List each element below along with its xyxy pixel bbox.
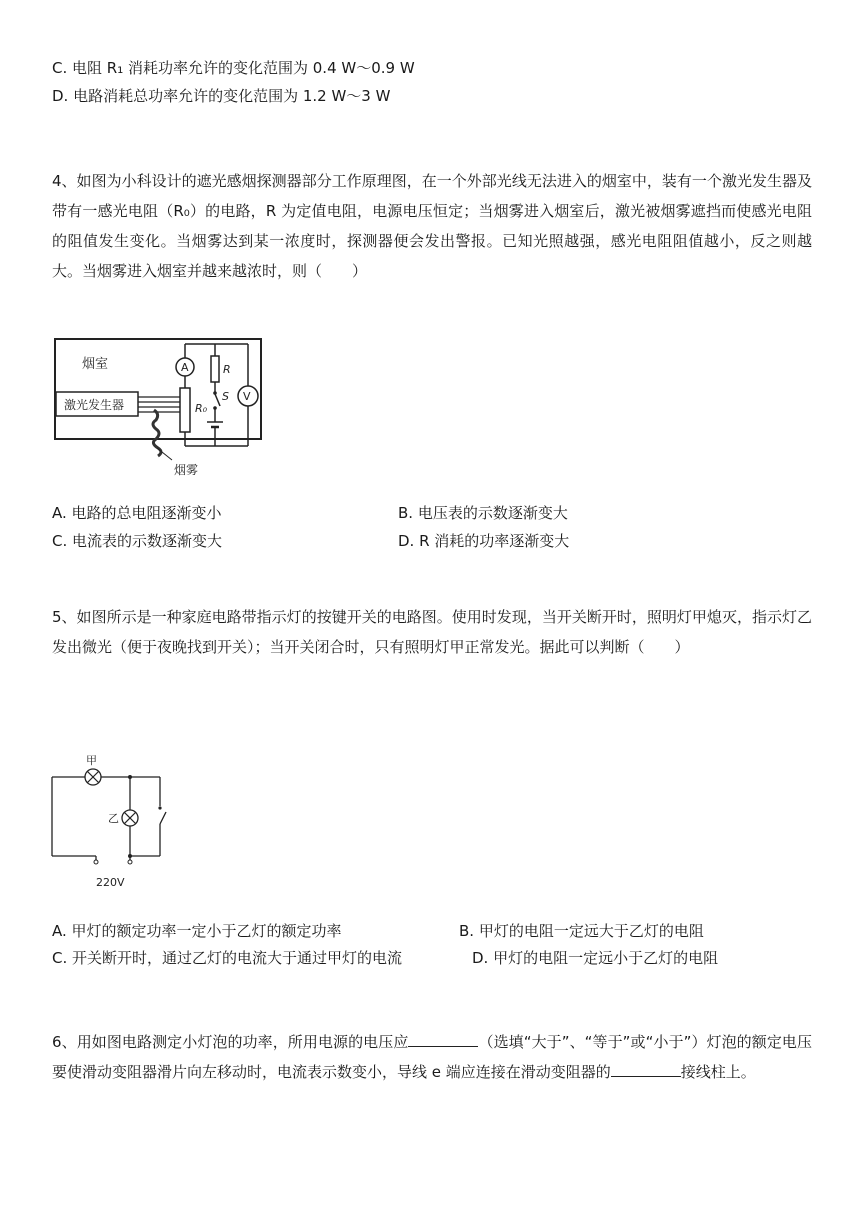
q6-stem	[52, 1027, 812, 1087]
switch-label: S	[222, 390, 229, 403]
q5-option-b: B. 甲灯的电阻一定远大于乙灯的电阻	[459, 922, 704, 940]
q5-option-a: A. 甲灯的额定功率一定小于乙灯的额定功率	[52, 922, 342, 940]
q4-option-c: C. 电流表的示数逐渐变大	[52, 532, 223, 550]
lamp-b-label: 乙	[108, 812, 119, 825]
ammeter-label: A	[181, 361, 189, 374]
q4-option-a: A. 电路的总电阻逐渐变小	[52, 504, 222, 522]
q5-stem: 5、如图所示是一种家庭电路带指示灯的按键开关的电路图。使用时发现，当开关断开时，照明灯甲熄灭，指示灯乙发出微光（便于夜晚找到开关）；当开关闭合时，只有照明灯甲正常发光。据此可以判断（ ）	[52, 608, 812, 656]
q4-option-b: B. 电压表的示数逐渐变大	[398, 504, 568, 522]
q3-option-c: C. 电阻 R₁ 消耗功率允许的变化范围为 0.4 W～0.9 W	[52, 59, 415, 77]
r0-label: R₀	[195, 402, 208, 415]
q4-option-d: D. R 消耗的功率逐渐变大	[398, 532, 570, 550]
q6-text-part1: 6、用如图电路测定小灯泡的功率，所用电源的电压应	[52, 1033, 409, 1051]
laser-label: 激光发生器	[64, 398, 125, 412]
q6-text-part3: 接线柱上。	[680, 1063, 756, 1081]
voltage-label: 220V	[96, 876, 125, 889]
q4-circuit-figure	[52, 336, 266, 486]
q6-blank-2[interactable]	[611, 1060, 681, 1077]
r-label: R	[223, 363, 231, 376]
q6-blank-1[interactable]	[408, 1030, 478, 1047]
room-label: 烟室	[82, 357, 109, 372]
smoke-label: 烟雾	[174, 463, 199, 477]
q5-option-d: D. 甲灯的电阻一定远小于乙灯的电阻	[472, 949, 719, 967]
voltmeter-label: V	[243, 390, 251, 403]
lamp-a-label: 甲	[86, 754, 97, 767]
q4-stem: 4、如图为小科设计的遮光感烟探测器部分工作原理图，在一个外部光线无法进入的烟室中，装有一个激光发生器及带有一感光电阻（R₀）的电路，R 为定值电阻，电源电压恒定；当烟雾进入烟室后，激光被烟雾遮挡而使感光电阻的阻值发生变化。当烟雾达到某一浓度时，探测器便会发出警报。已知光照越强，感光电阻阻值越小，反之则越大。当烟雾进入烟室并越来越浓时，则（ ）	[52, 172, 812, 280]
q3-option-d: D. 电路消耗总功率允许的变化范围为 1.2 W～3 W	[52, 87, 391, 105]
q5-option-c: C. 开关断开时，通过乙灯的电流大于通过甲灯的电流	[52, 949, 403, 967]
q5-circuit-figure	[48, 752, 178, 892]
q6-text-part2: （选填“大于”、“等于”或“小于”）灯泡的额定电压要使滑动变阻器滑片向左移动时，电流表示数变小，导线 e 端应连接在滑动变阻器的	[52, 1033, 812, 1081]
